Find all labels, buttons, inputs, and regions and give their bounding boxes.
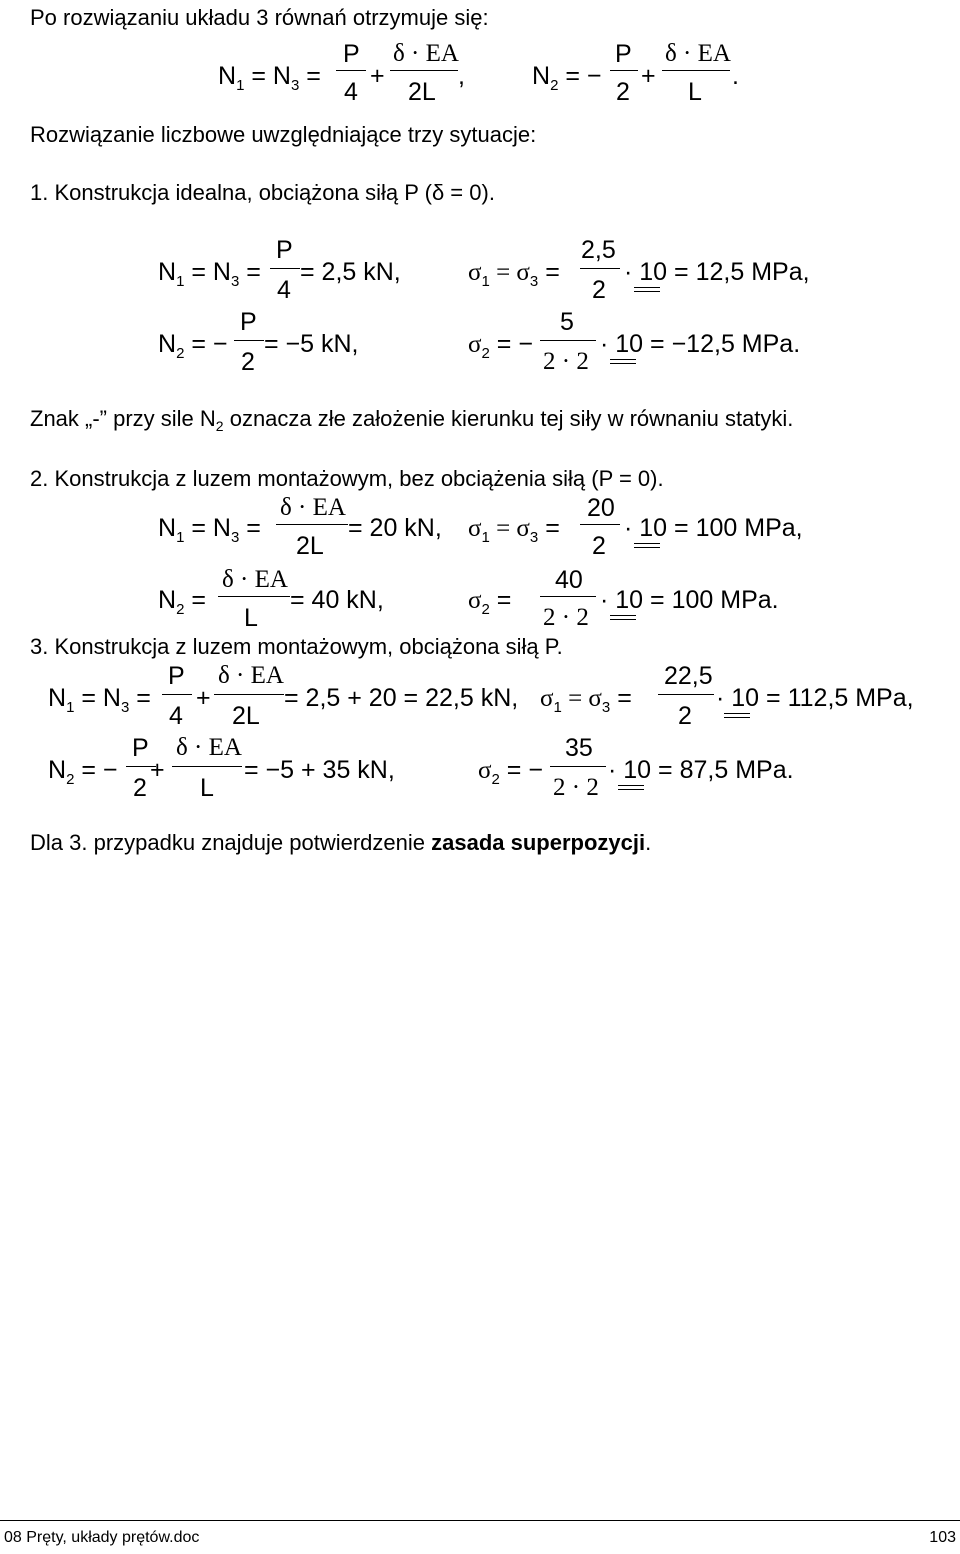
sign-note: Znak „-” przy sile $N_2$ oznacza złe założenie kierunku tej siły w równaniu statyki. [30, 406, 794, 434]
conclusion-bold: zasada superpozycji [431, 830, 646, 855]
footer-rule [0, 1520, 960, 1521]
case3-heading: 3. Konstrukcja z luzem montażowym, obciążona siłą P. [30, 634, 563, 659]
intro-text: Po rozwiązaniu układu 3 równań otrzymuje się: [30, 5, 489, 30]
numeric-intro-text: Rozwiązanie liczbowe uwzględniające trzy sytuacje: [30, 122, 537, 147]
footer-filename: 08 Pręty, układy prętów.doc [4, 1529, 200, 1546]
footer-page-number: 103 [929, 1529, 956, 1546]
case1-heading: 1. Konstrukcja idealna, obciążona siłą P (δ = 0). [30, 180, 495, 205]
case2-heading: 2. Konstrukcja z luzem montażowym, bez obciążenia siłą (P = 0). [30, 466, 664, 491]
conclusion-text: Dla 3. przypadku znajduje potwierdzenie zasada superpozycji. [30, 830, 652, 855]
